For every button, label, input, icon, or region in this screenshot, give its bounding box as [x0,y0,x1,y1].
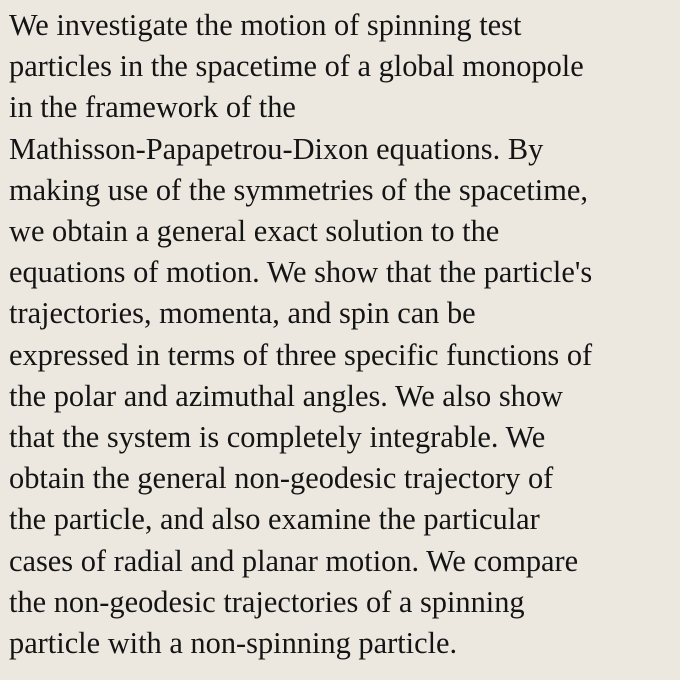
abstract-line: particle with a non-spinning particle. [9,626,458,661]
abstract-line: Mathisson-Papapetrou-Dixon equations. By [9,131,544,166]
abstract-text [9,5,672,664]
abstract-line: the particle, and also examine the particular [9,502,540,537]
abstract-line: We investigate the motion of spinning test [9,8,522,42]
abstract-line: obtain the general non-geodesic trajectory of [9,461,554,496]
abstract-line: equations of motion. We show that the particle's [9,255,593,290]
abstract-line: the polar and azimuthal angles. We also show [9,378,564,413]
abstract-line: we obtain a general exact solution to the [9,214,500,249]
abstract-line: particles in the spacetime of a global monopole [9,49,584,84]
abstract-line: making use of the symmetries of the spacetime, [9,172,588,207]
abstract-line: cases of radial and planar motion. We compare [9,543,579,578]
abstract-line: the non-geodesic trajectories of a spinning [9,584,525,619]
abstract-line: that the system is completely integrable. We [9,420,546,455]
abstract-line: in the framework of the [9,90,296,125]
abstract-line: expressed in terms of three specific functions of [9,337,593,372]
abstract-line: trajectories, momenta, and spin can be [9,296,476,331]
